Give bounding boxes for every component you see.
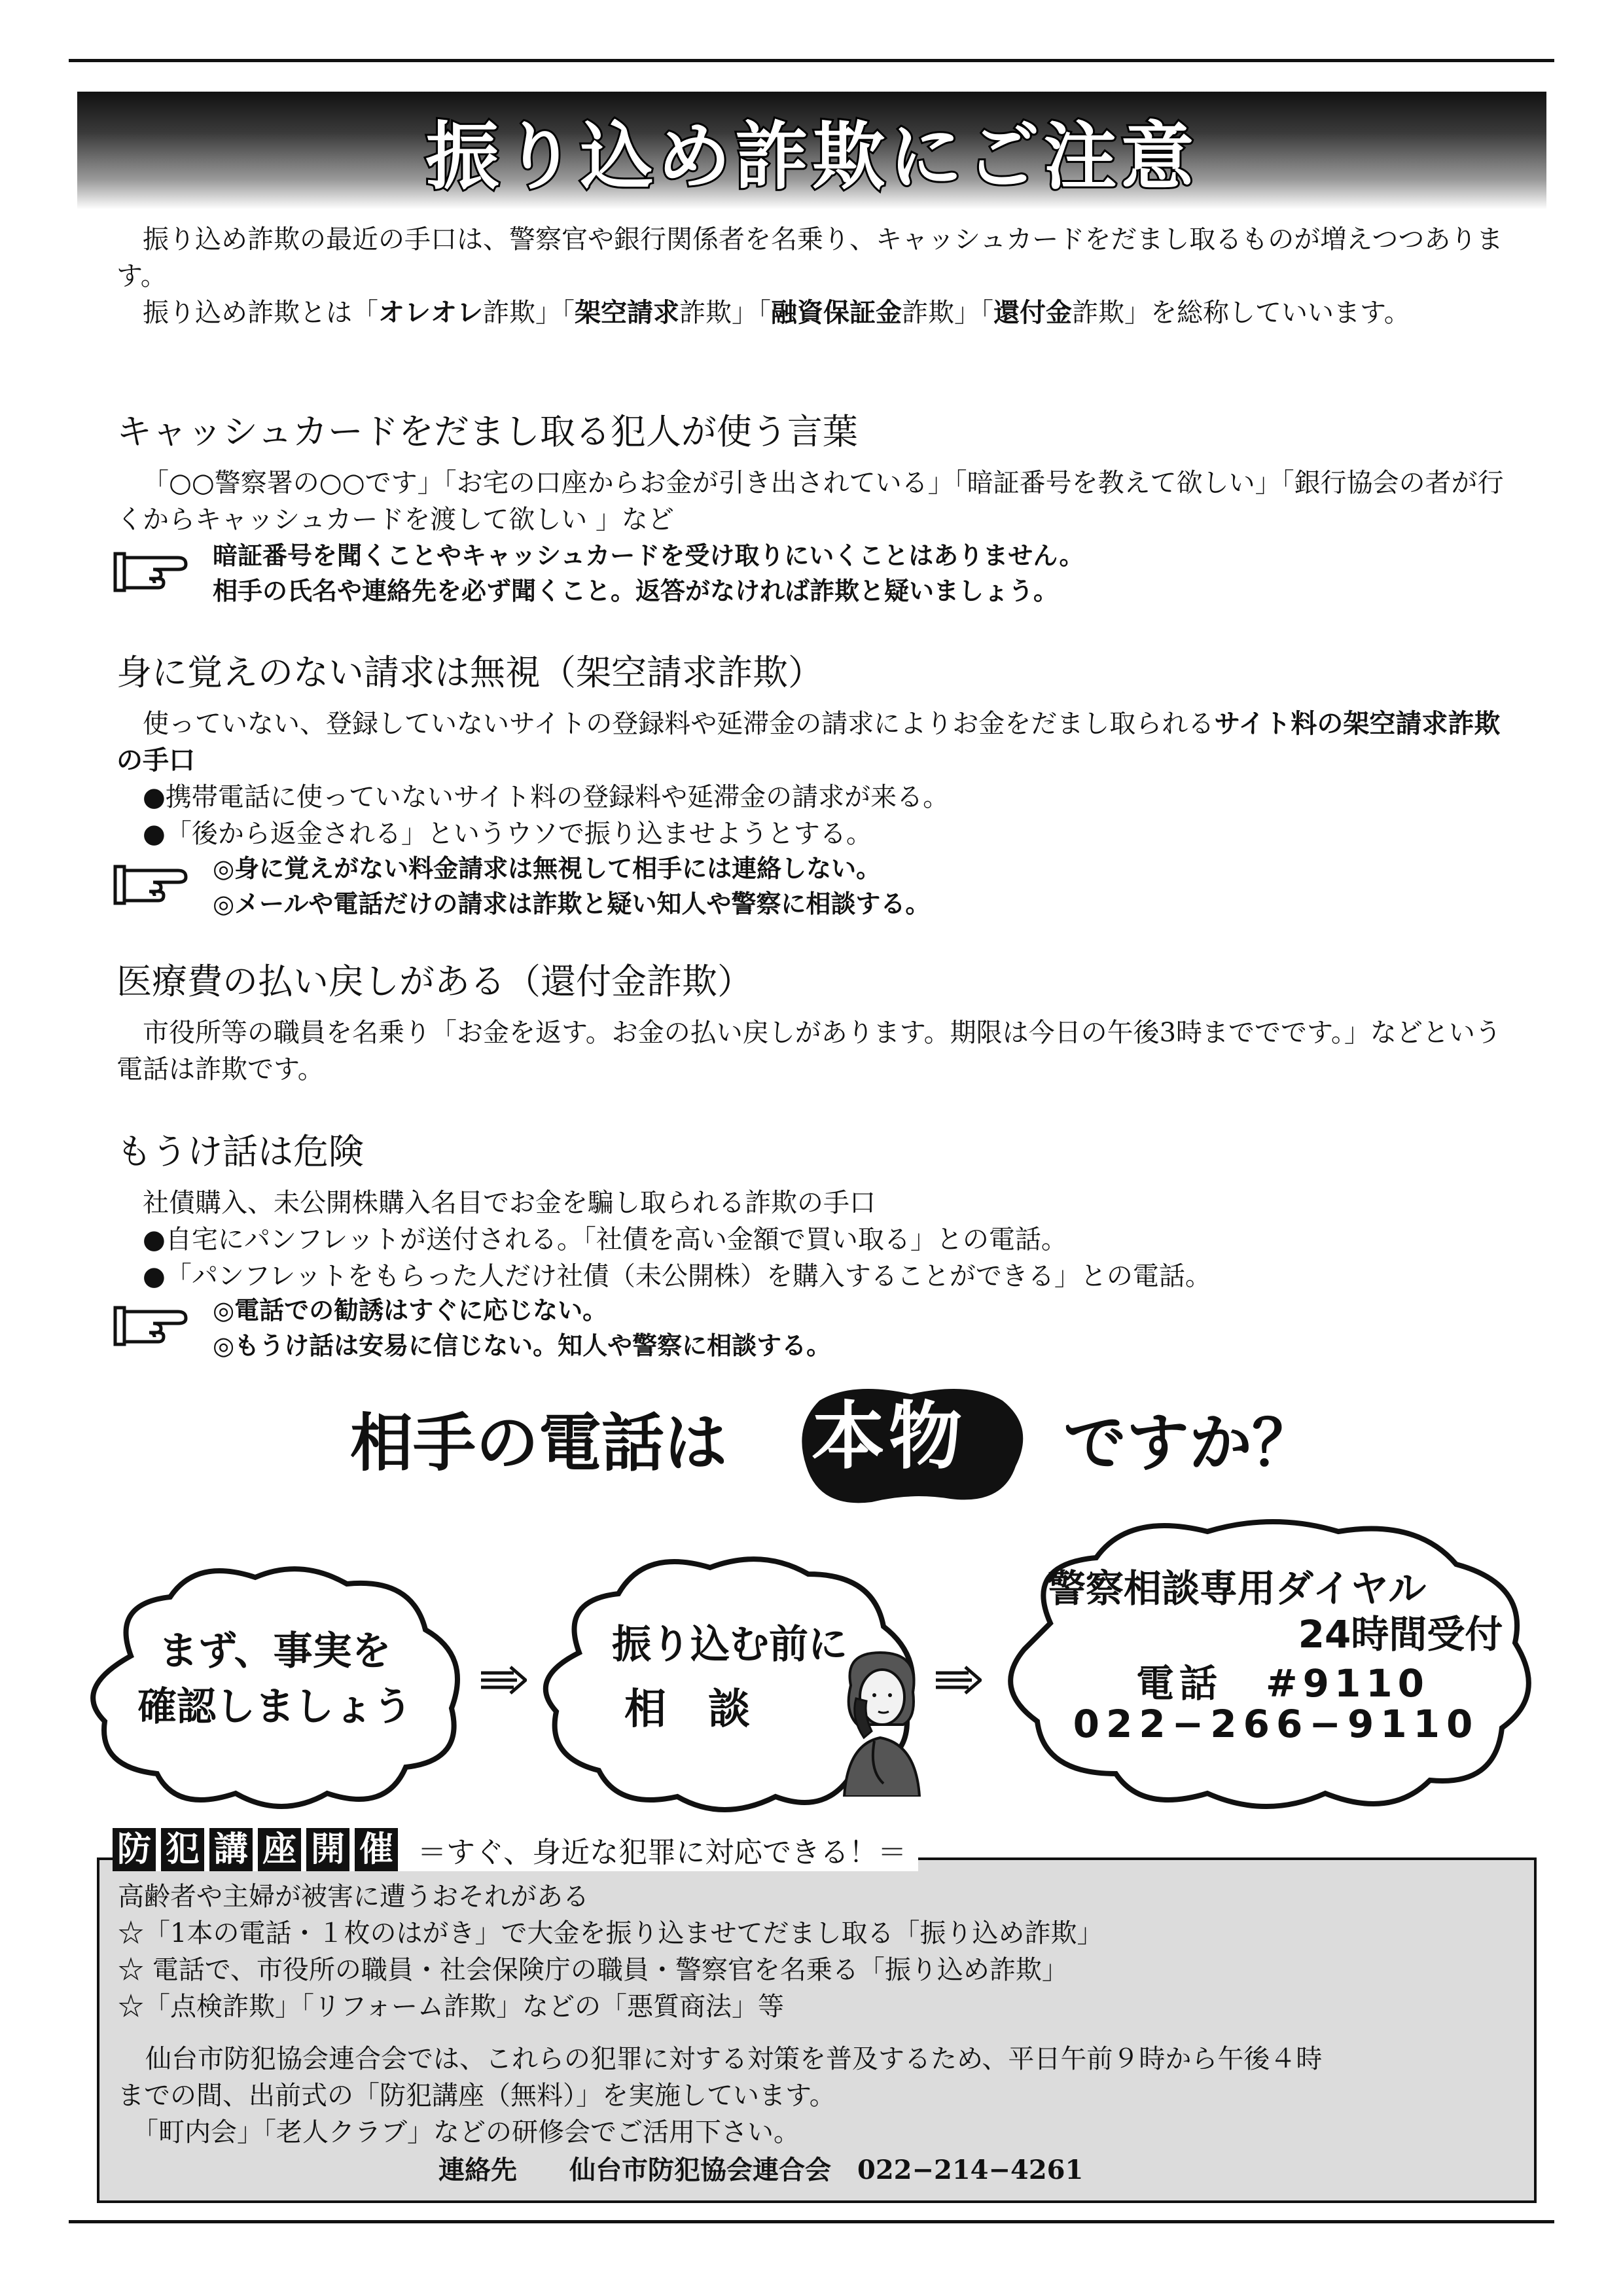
title-banner xyxy=(77,92,1546,209)
bottom-rule xyxy=(69,2220,1554,2223)
section2-body-emphasis: サイト料の架空請求詐欺の手口 xyxy=(116,708,1501,776)
cloud1-line-1: まず、事実を xyxy=(158,1628,391,1674)
course-header xyxy=(113,1828,918,1871)
section4-tip-2: ◎もうけ話は安易に信じない。知人や警察に相談する。 xyxy=(213,1331,832,1360)
course-line-1: 高齢者や主婦が被害に遭うおそれがある xyxy=(118,1882,589,1912)
section2-body xyxy=(116,706,1517,779)
woman-on-phone-illustration xyxy=(831,1646,929,1797)
intro-term-yuushi: 融資保証金 xyxy=(771,297,902,328)
course-body-3: 「町内会」「老人クラブ」などの研修会でご活用下さい。 xyxy=(132,2117,800,2147)
pointing-hand-icon xyxy=(113,861,191,907)
course-line-3: ☆ 電話で、市役所の職員・社会保険庁の職員・警察官を名乗る「振り込め詐欺」 xyxy=(118,1955,1068,1985)
course-subtitle: ＝すぐ、身近な犯罪に対応できる！＝ xyxy=(418,1836,907,1869)
course-contact: 連絡先 仙台市防犯協会連合会 022−214−4261 xyxy=(438,2155,1084,2185)
section1-tip-2: 相手の氏名や連絡先を必ず聞くこと。返答がなければ詐欺と疑いましょう。 xyxy=(213,576,1059,605)
section-heading-kakuu: 身に覚えのない請求は無視（架空請求詐欺） xyxy=(116,652,823,693)
course-title-char: 開 xyxy=(306,1828,349,1871)
section-heading-mouke: もうけ話は危険 xyxy=(116,1131,364,1172)
page-title: 振り込め詐欺にご注意 xyxy=(425,114,1198,200)
arrow-icon xyxy=(481,1664,527,1696)
intro-text: 詐欺」「 xyxy=(902,298,993,328)
course-line-4: ☆「点検詐欺」「リフォーム詐欺」などの「悪質商法」等 xyxy=(118,1992,784,2022)
slogan-left: 相手の電話は xyxy=(350,1407,727,1480)
section-heading-kanpu: 医療費の払い戻しがある（還付金詐欺） xyxy=(116,961,753,1002)
cloud2-line-2: 相 談 xyxy=(624,1685,750,1734)
section4-line-1: 社債購入、未公開株購入名目でお金を騙し取られる詐欺の手口 xyxy=(143,1188,876,1218)
section3-body: 市役所等の職員を名乗り「お金を返す。お金の払い戻しがあります。期限は今日の午後3時まででです。」などという電話は詐欺です。 xyxy=(116,1018,1501,1085)
cloud3-phone-short: 電話 #9110 xyxy=(1135,1661,1430,1706)
intro-text: 詐欺」「 xyxy=(483,298,575,328)
slogan-center: 本物 xyxy=(812,1394,966,1479)
intro-term-kakuu: 架空請求 xyxy=(575,297,679,328)
intro-text: 詐欺」を総称していいます。 xyxy=(1072,298,1410,328)
course-line-2: ☆「1本の電話・１枚のはがき」で大金を振り込ませてだまし取る「振り込め詐欺」 xyxy=(118,1918,1103,1948)
section2-tip-2: ◎メールや電話だけの請求は詐欺と疑い知人や警察に相談する。 xyxy=(213,889,931,918)
pointing-hand-icon xyxy=(113,548,191,594)
cloud3-line-1: 警察相談専用ダイヤル xyxy=(1047,1566,1427,1611)
cloud2-line-1: 振り込む前に xyxy=(612,1622,847,1668)
course-title-char: 講 xyxy=(209,1828,253,1871)
intro-term-oreore: オレオレ xyxy=(378,297,483,328)
section2-body-text: 使っていない、登録していないサイトの登録料や延滞金の請求によりお金をだまし取られる xyxy=(143,709,1215,739)
slogan-right: ですか？ xyxy=(1063,1407,1315,1480)
section2-tip-1: ◎身に覚えがない料金請求は無視して相手には連絡しない。 xyxy=(213,853,882,883)
cloud1-line-2: 確認しましょう xyxy=(137,1684,412,1730)
arrow-icon xyxy=(936,1664,982,1696)
intro-text: 振り込め詐欺とは「 xyxy=(143,298,378,328)
section2-bullet-2: ●「後から返金される」というウソで振り込ませようとする。 xyxy=(143,819,872,849)
intro-paragraph-2 xyxy=(116,295,1517,331)
intro-paragraph-1: 振り込め詐欺の最近の手口は、警察官や銀行関係者を名乗り、キャッシュカードをだまし取るものが増えつつあります。 xyxy=(116,224,1503,291)
cloud3-line-2: 24時間受付 xyxy=(1298,1612,1503,1657)
top-rule xyxy=(69,59,1554,62)
intro-text: 詐欺」「 xyxy=(679,298,771,328)
section1-tip-1: 暗証番号を聞くことやキャッシュカードを受け取りにいくことはありません。 xyxy=(213,541,1084,570)
course-body-1: 仙台市防犯協会連合会では、これらの犯罪に対する対策を普及するため、平日午前９時から午後４時 xyxy=(145,2044,1323,2074)
course-title-char: 催 xyxy=(355,1828,398,1871)
section-heading-cashcard: キャッシュカードをだまし取る犯人が使う言葉 xyxy=(116,411,858,452)
course-title-char: 犯 xyxy=(161,1828,204,1871)
section1-body: 「○○警察署の○○です」「お宅の口座からお金が引き出されている」「暗証番号を教えて欲しい」「銀行協会の者が行くからキャッシュカードを渡して欲しい 」など xyxy=(116,468,1504,535)
section4-bullet-1: ●自宅にパンフレットが送付される。「社債を高い金額で買い取る」との電話。 xyxy=(143,1225,1067,1255)
intro-term-kanpu: 還付金 xyxy=(993,297,1072,328)
section4-bullet-2: ●「パンフレットをもらった人だけ社債（未公開株）を購入することができる」との電話。 xyxy=(143,1261,1211,1291)
course-title-char: 防 xyxy=(113,1828,156,1871)
cloud3-phone-number: 022−266−9110 xyxy=(1073,1702,1480,1746)
section4-tip-1: ◎電話での勧誘はすぐに応じない。 xyxy=(213,1295,608,1325)
section2-bullet-1: ●携帯電話に使っていないサイト料の登録料や延滞金の請求が来る。 xyxy=(143,782,950,812)
course-title-char: 座 xyxy=(258,1828,301,1871)
course-body-2: までの間、出前式の「防犯講座（無料）」を実施しています。 xyxy=(118,2081,836,2111)
pointing-hand-icon xyxy=(113,1302,191,1348)
